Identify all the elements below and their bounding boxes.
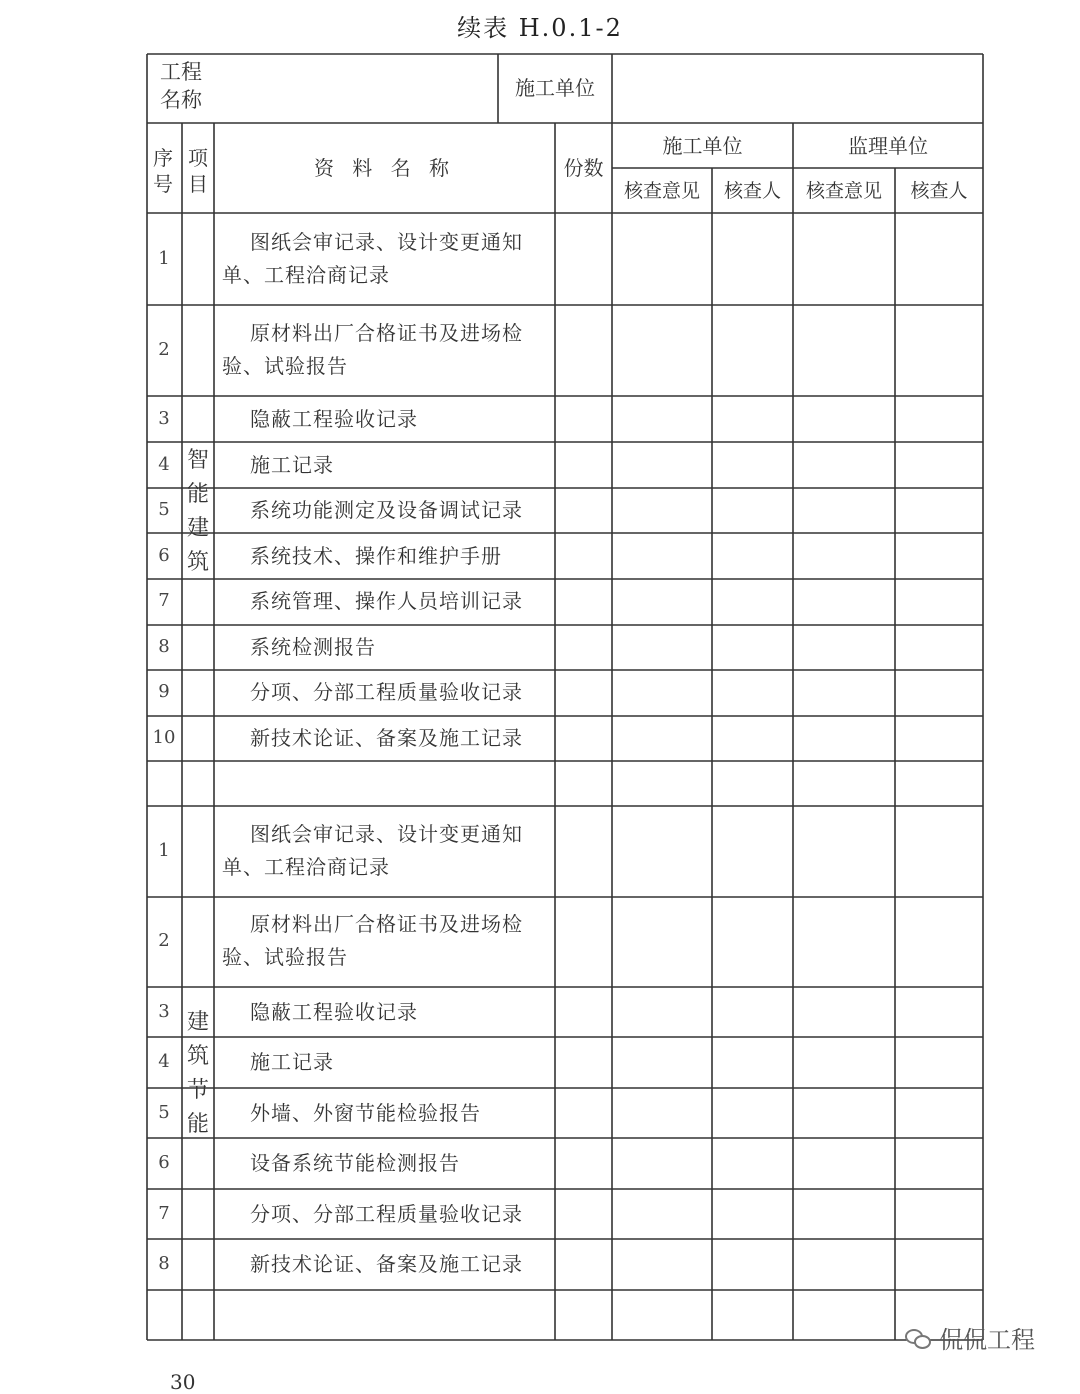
- doc-name: 原材料出厂合格证书及进场检验、试验报告: [222, 321, 523, 378]
- doc-name: 图纸会审记录、设计变更通知单、工程洽商记录: [222, 230, 523, 287]
- doc-name: 施工记录: [250, 453, 334, 477]
- row-number: 6: [158, 545, 170, 566]
- doc-name: 隐蔽工程验收记录: [250, 407, 418, 431]
- doc-name: 系统技术、操作和维护手册: [250, 544, 502, 568]
- col-item-header: 项目: [188, 146, 208, 196]
- col-supervision-checker-header: 核查人: [910, 180, 968, 202]
- row-number: 8: [158, 636, 170, 657]
- table-title: 续表 H.0.1-2: [457, 14, 623, 42]
- col-copies-header: 份数: [563, 156, 604, 180]
- row-number: 5: [158, 1102, 170, 1123]
- doc-name: 新技术论证、备案及施工记录: [250, 1252, 523, 1276]
- category-building-energy-saving: 建筑节能: [186, 1010, 209, 1137]
- doc-name: 分项、分部工程质量验收记录: [250, 1202, 523, 1226]
- doc-name: 系统功能测定及设备调试记录: [250, 498, 523, 522]
- row-number: 8: [158, 1253, 170, 1274]
- row-number: 6: [158, 1152, 170, 1173]
- doc-name: 图纸会审记录、设计变更通知单、工程洽商记录: [222, 822, 523, 879]
- wechat-icon: [905, 1327, 931, 1349]
- row-number: 3: [158, 408, 170, 429]
- col-supervision-opinion-header: 核查意见: [805, 180, 882, 202]
- category-intelligent-building: 智能建筑: [186, 448, 209, 575]
- doc-name: 系统检测报告: [250, 635, 376, 659]
- doc-name: 隐蔽工程验收记录: [250, 1000, 418, 1024]
- col-doc-name-header: 资 料 名 称: [313, 156, 456, 180]
- row-number: 4: [158, 454, 170, 475]
- project-name-label: 工程名称: [160, 60, 202, 112]
- col-supervision-unit-header: 监理单位: [848, 134, 928, 158]
- row-number: 1: [158, 840, 170, 861]
- row-number: 4: [158, 1051, 170, 1072]
- row-number: 1: [158, 248, 170, 269]
- doc-name: 外墙、外窗节能检验报告: [250, 1101, 481, 1125]
- row-number: 2: [158, 339, 170, 360]
- doc-name: 施工记录: [250, 1050, 334, 1074]
- col-construction-checker-header: 核查人: [723, 180, 781, 202]
- row-number: 9: [158, 681, 170, 702]
- col-construction-unit-header: 施工单位: [662, 134, 743, 158]
- row-number: 7: [158, 1203, 170, 1224]
- col-construction-opinion-header: 核查意见: [623, 180, 700, 202]
- row-number: 5: [158, 499, 170, 520]
- row-number: 7: [158, 590, 170, 611]
- row-number: 3: [158, 1001, 170, 1022]
- doc-name: 设备系统节能检测报告: [250, 1151, 460, 1175]
- watermark: [905, 1320, 1035, 1355]
- doc-name: 原材料出厂合格证书及进场检验、试验报告: [222, 912, 523, 969]
- doc-name: 新技术论证、备案及施工记录: [250, 726, 523, 750]
- doc-name: 分项、分部工程质量验收记录: [250, 680, 523, 704]
- col-seq-header: 序号: [153, 146, 173, 196]
- row-number: 2: [158, 930, 170, 951]
- page-number: 30: [170, 1370, 196, 1394]
- construction-unit-label: 施工单位: [515, 76, 595, 100]
- doc-name: 系统管理、操作人员培训记录: [250, 589, 523, 613]
- row-number: 10: [152, 727, 176, 748]
- watermark-text: 侃侃工程: [939, 1326, 1035, 1354]
